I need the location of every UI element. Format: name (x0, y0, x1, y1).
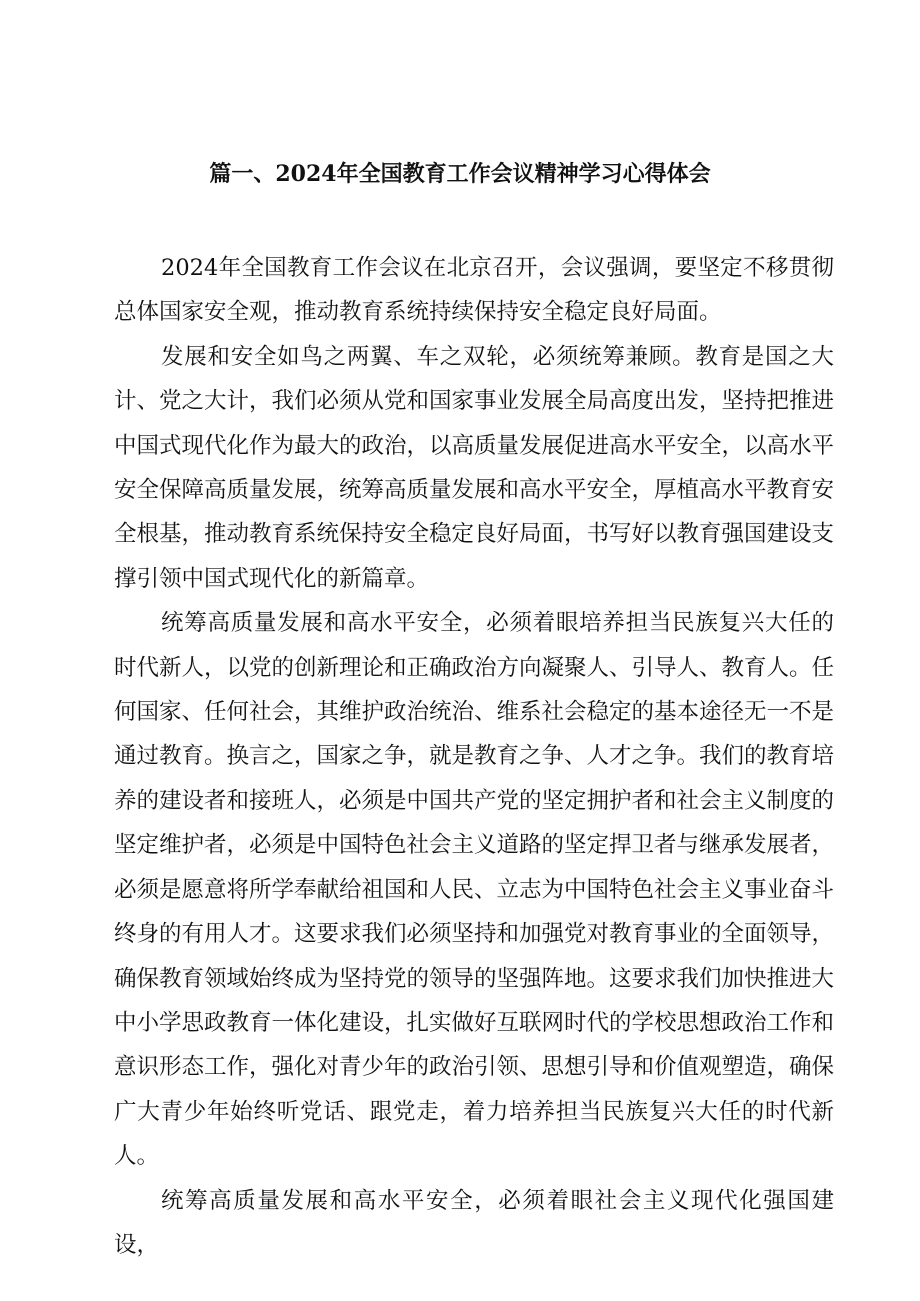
document-title: 篇一、2024年全国教育工作会议精神学习心得体会 (209, 161, 711, 187)
document-body (114, 246, 834, 1267)
paragraph: 统筹高质量发展和高水平安全，必须着眼培养担当民族复兴大任的时代新人，以党的创新理论和正确政治方向凝聚人、引导人、教育人。任何国家、任何社会，其维护政治统治、维系社会稳定的基本途径无一不是通过教育。换言之，国家之争，就是教育之争、人才之争。我们的教育培养的建设者和接班人，必须是中国共产党的坚定拥护者和社会主义制度的坚定维护者，必须是中国特色社会主义道路的坚定捍卫者与继承发展者，必须是愿意将所学奉献给祖国和人民、立志为中国特色社会主义事业奋斗终身的有用人才。这要求我们必须坚持和加强党对教育事业的全面领导，确保教育领域始终成为坚持党的领导的坚强阵地。这要求我们加快推进大中小学思政教育一体化建设，扎实做好互联网时代的学校思想政治工作和意识形态工作，强化对青少年的政治引领、思想引导和价值观塑造，确保广大青少年始终听党话、跟党走，着力培养担当民族复兴大任的时代新人。 (114, 610, 835, 1170)
paragraph: 2024年全国教育工作会议在北京召开，会议强调，要坚定不移贯彻总体国家安全观，推动教育系统持续保持安全稳定良好局面。 (114, 255, 834, 326)
paragraph: 发展和安全如鸟之两翼、车之双轮，必须统筹兼顾。教育是国之大计、党之大计，我们必须从党和国家事业发展全局高度出发，坚持把推进中国式现代化作为最大的政治，以高质量发展促进高水平安全，以高水平安全保障高质量发展，统筹高质量发展和高水平安全，厚植高水平教育安全根基，推动教育系统保持安全稳定良好局面，书写好以教育强国建设支撑引领中国式现代化的新篇章。 (114, 343, 835, 592)
paragraph: 统筹高质量发展和高水平安全，必须着眼社会主义现代化强国建设， (114, 1187, 834, 1258)
